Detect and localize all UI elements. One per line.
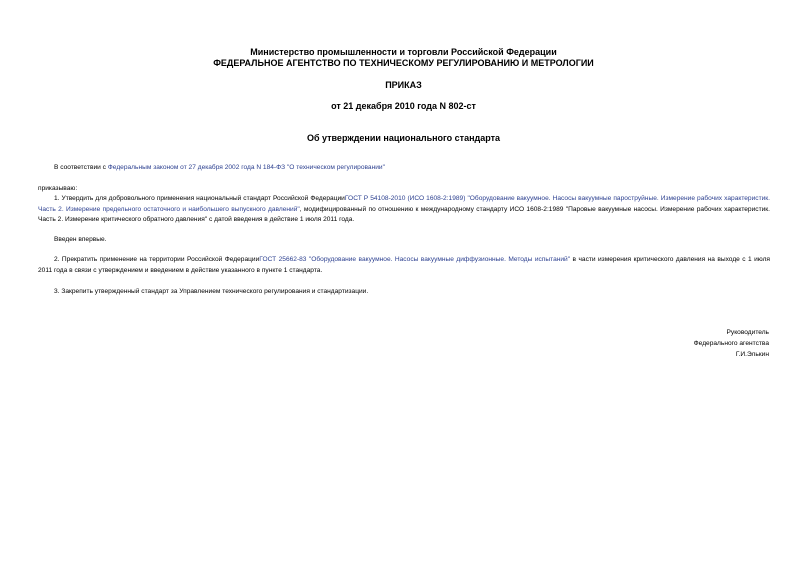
federal-law-link[interactable]: Федеральным законом от 27 декабря 2002 года N 184-ФЗ "О техническом регулировании": [107, 164, 385, 171]
order-subject: Об утверждении национального стандарта: [306, 133, 501, 143]
gost-25662-link[interactable]: ГОСТ 25662-83 "Оборудование вакуумное. Насосы вакуумные диффузионные. Методы испытаний": [259, 256, 571, 263]
item-1-paragraph: [38, 194, 770, 226]
order-title: ПРИКАЗ: [385, 80, 422, 90]
order-date-number: от 21 декабря 2010 года N 802-ст: [331, 101, 476, 111]
item-1-prefix: 1. Утвердить для добровольного применения национальный стандарт Российской Федерации: [54, 195, 345, 202]
signature-position-1: Руководитель: [726, 329, 769, 336]
gost-r-54108-link[interactable]: ГОСТ Р 54108-2010 (ИСО 1608-2:1989) "Оборудование вакуумное. Насосы вакуумные пароструйные. Измерение рабочих характеристик. Часть 2. Измерение предельного остаточного и наибольшего выпускного давлений": [38, 195, 770, 213]
item-2-prefix: 2. Прекратить применение на территории Российской Федерации: [54, 256, 260, 263]
intro-note: Введен впервые.: [54, 236, 107, 243]
item-2-paragraph: [38, 255, 770, 276]
order-word: приказываю:: [38, 185, 78, 192]
signature-name: Г.И.Элькин: [735, 351, 769, 358]
item-2-suffix: в части измерения критического давления на выходе с 1 июля 2011 года в связи с утверждением и введением в действие указанного в пункте 1 стандарта.: [38, 256, 770, 274]
item-3-paragraph: 3. Закрепить утвержденный стандарт за Управлением технического регулирования и стандартизации.: [54, 288, 369, 295]
ministry-heading: Министерство промышленности и торговли Российской Федерации: [250, 47, 557, 57]
agency-heading: ФЕДЕРАЛЬНОЕ АГЕНТСТВО ПО ТЕХНИЧЕСКОМУ РЕГУЛИРОВАНИЮ И МЕТРОЛОГИИ: [213, 58, 594, 68]
item-1-suffix: , модифицированный по отношению к международному стандарту ИСО 1608-2:1989 "Паровые вакуумные насосы. Измерение рабочих характеристик. Часть 2. Измерение критического обратного давления" с датой введения в действие 1 июля 2011 года.: [38, 205, 770, 223]
basis-paragraph: [38, 163, 770, 174]
basis-prefix: В соответствии с: [54, 164, 108, 171]
signature-position-2: Федерального агентства: [693, 340, 769, 347]
